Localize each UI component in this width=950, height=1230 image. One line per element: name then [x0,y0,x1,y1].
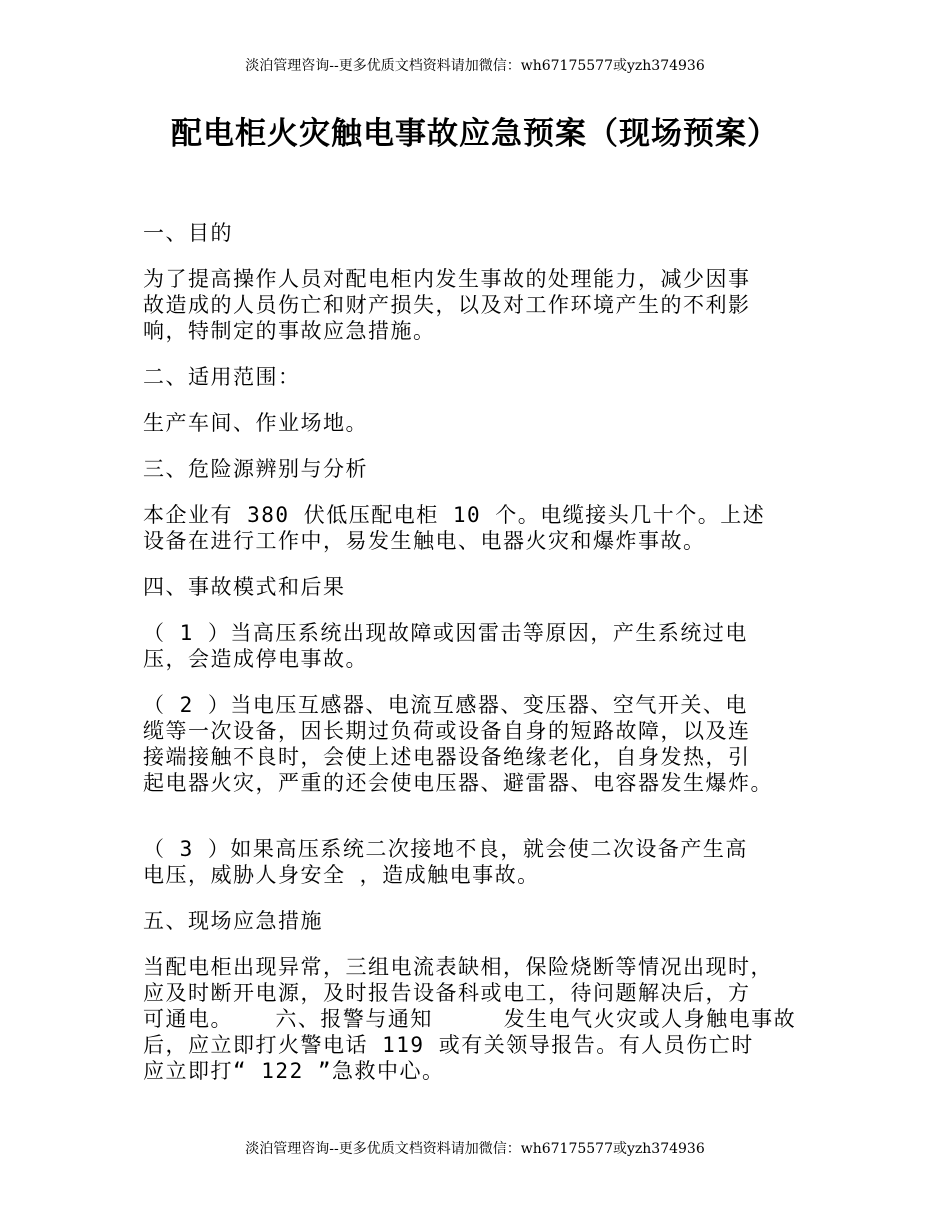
section-heading-hazard: 三、危险源辨别与分析 [143,457,368,481]
paragraph-line: 接端接触不良时，会使上述电器设备绝缘老化，自身发热，引 [143,745,751,769]
paragraph-item-3 [143,836,833,888]
paragraph-item-2 [143,692,833,796]
section-heading-consequence: 四、事故模式和后果 [143,575,346,599]
paragraph-line: （ 3 ）如果高压系统二次接地不良，就会使二次设备产生高 [143,837,748,861]
document-body [143,220,833,1084]
paragraph-line: （ 1 ）当高压系统出现故障或因雷击等原因，产生系统过电 [143,621,748,645]
footer-note: 淡泊管理咨询--更多优质文档资料请加微信：wh67175577或yzh374936 [245,1141,705,1157]
paragraph-purpose [143,266,833,344]
section-heading-measures: 五、现场应急措施 [143,909,323,933]
section-heading-scope: 二、适用范围： [143,365,301,389]
paragraph-scope [143,410,833,436]
paragraph-line: 应立即打“ 122 ”急救中心。 [143,1059,445,1083]
paragraph-line: 设备在进行工作中，易发生触电、电器火灾和爆炸事故。 [143,529,706,553]
paragraph-hazard [143,502,833,554]
paragraph-line: 生产车间、作业场地。 [143,411,368,435]
paragraph-line: 后，应立即打火警电话 119 或有关领导报告。有人员伤亡时 [143,1033,754,1057]
header-note: 淡泊管理咨询--更多优质文档资料请加微信：wh67175577或yzh374936 [245,58,705,74]
document-title: 配电柜火灾触电事故应急预案（现场预案） [171,116,779,152]
paragraph-line: 故造成的人员伤亡和财产损失，以及对工作环境产生的不利影 [143,293,751,317]
paragraph-line: （ 2 ）当电压互感器、电流互感器、变压器、空气开关、电 [143,693,748,717]
paragraph-line: 本企业有 380 伏低压配电柜 10 个。电缆接头几十个。上述 [143,503,766,527]
paragraph-line: 压，会造成停电事故。 [143,647,368,671]
paragraph-line: 当配电柜出现异常，三组电流表缺相，保险烧断等情况出现时， [143,955,773,979]
paragraph-line: 起电器火灾，严重的还会使电压器、避雷器、电容器发生爆炸。 [143,771,773,795]
paragraph-line: 应及时断开电源，及时报告设备科或电工，待问题解决后，方 [143,981,751,1005]
paragraph-line: 为了提高操作人员对配电柜内发生事故的处理能力，减少因事 [143,267,751,291]
paragraph-line: 电压，威胁人身安全 ，造成触电事故。 [143,863,540,887]
section-heading-purpose: 一、目的 [143,221,233,245]
paragraph-item-1 [143,620,833,672]
paragraph-measures [143,954,833,1084]
paragraph-line: 缆等一次设备，因长期过负荷或设备自身的短路故障，以及连 [143,719,751,743]
paragraph-line: 响，特制定的事故应急措施。 [143,319,436,343]
paragraph-line: 可通电。 六、报警与通知 发生电气火灾或人身触电事故 [143,1007,797,1031]
